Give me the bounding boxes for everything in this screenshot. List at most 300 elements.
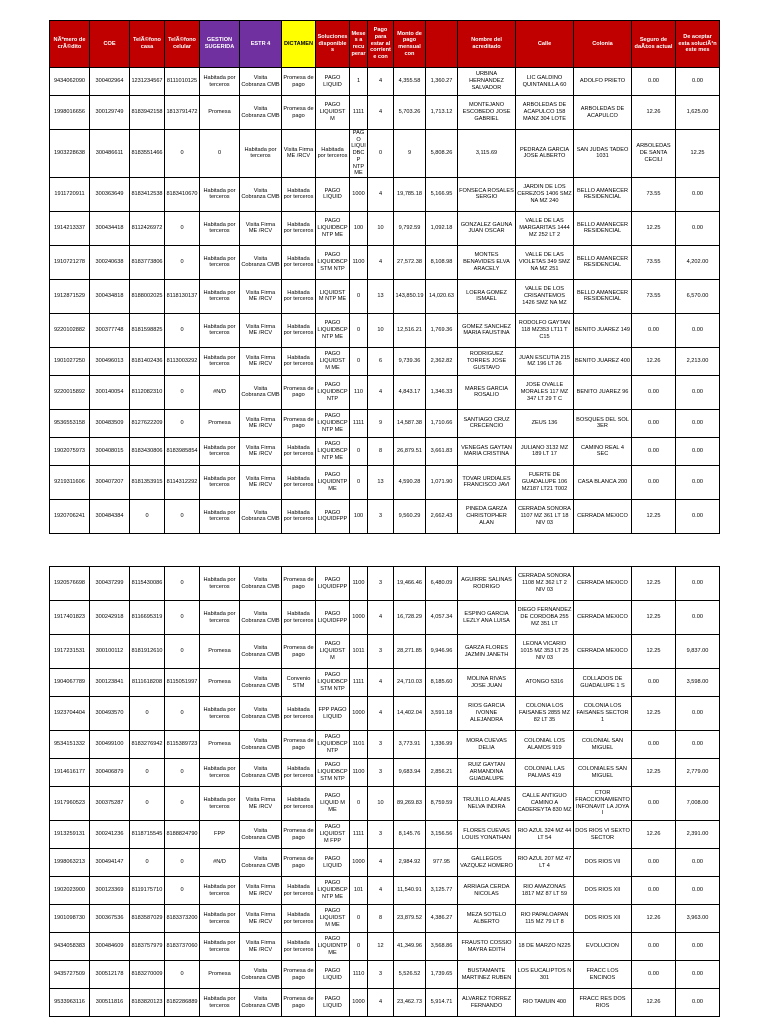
- table-cell: #N/D: [200, 849, 240, 877]
- table-cell: 8188824790: [165, 821, 200, 849]
- table-cell: Habitada por terceros: [200, 499, 240, 533]
- table-cell: 0.00: [676, 499, 720, 533]
- table-cell: 1,360.27: [426, 68, 458, 96]
- table-cell: 26,879.51: [394, 437, 426, 465]
- table-cell: Promesa de pago: [282, 96, 316, 130]
- table-cell: Habitada por terceros: [282, 211, 316, 245]
- table-cell: 1910721278: [50, 245, 90, 279]
- table-cell: 0: [165, 787, 200, 821]
- table-cell: 9219311606: [50, 465, 90, 499]
- table-cell: 300408015: [90, 437, 130, 465]
- table-cell: Visita Firma ME /RCV: [240, 347, 282, 375]
- table-cell: Habitada por terceros: [282, 245, 316, 279]
- table-cell: 3,568.86: [426, 933, 458, 961]
- table-row: [50, 313, 720, 347]
- table-cell: FPP PAGO LIQUID: [316, 697, 350, 731]
- table-cell: DOS RIOS XII: [574, 877, 632, 905]
- table-cell: PAGO LIQUIDBCP STM NTP: [316, 669, 350, 697]
- table-cell: 0: [165, 409, 200, 437]
- table-cell: 100: [350, 499, 368, 533]
- table-cell: ARBOLEDAS DE SANTA CECILI: [632, 130, 676, 178]
- table-cell: Visita Cobranza CMB: [240, 68, 282, 96]
- table-cell: VALLE DE LAS MARGARITAS 1444 MZ 252 LT 2: [516, 211, 574, 245]
- table-cell: 0.00: [676, 933, 720, 961]
- table-cell: 9,560.29: [394, 499, 426, 533]
- table-cell: 0: [350, 905, 368, 933]
- table-cell: PAGO LIQUIDFPP: [316, 499, 350, 533]
- table-cell: 8183737060: [165, 933, 200, 961]
- table-cell: COLONIA LOS FAISANES SECTOR 1: [574, 697, 632, 731]
- table-cell: RIO AZUL 207 MZ 47 LT 4: [516, 849, 574, 877]
- table-cell: 0.00: [676, 437, 720, 465]
- table-cell: PAGO LIQUIDBCP NTP ME: [316, 409, 350, 437]
- table-cell: 4,057.34: [426, 601, 458, 635]
- table-cell: RUIZ GAYTAN ARMANDINA GUADALUPE: [458, 759, 516, 787]
- table-cell: 8183820123: [130, 989, 165, 1017]
- table-cell: 300375287: [90, 787, 130, 821]
- table-cell: #N/D: [200, 375, 240, 409]
- table-cell: 9434058383: [50, 933, 90, 961]
- col-header: GESTION SUGERIDA: [200, 21, 240, 68]
- table-cell: 1914616177: [50, 759, 90, 787]
- table-cell: PAGO LIQUIDBCP NTP ME: [316, 313, 350, 347]
- table-cell: 8188002025: [130, 279, 165, 313]
- table-cell: COLONIALES SAN MIGUEL: [574, 759, 632, 787]
- table-body: [50, 567, 720, 1017]
- table-cell: 6,570.00: [676, 279, 720, 313]
- report-page-1: [49, 20, 719, 534]
- table-cell: 3: [368, 821, 394, 849]
- table-cell: 0: [165, 313, 200, 347]
- table-cell: Habitada por terceros: [316, 130, 350, 178]
- table-cell: RIO PAPALOAPAN 115 MZ 79 LT 8: [516, 905, 574, 933]
- table-cell: FUERTE DE GUADALUPE 106 MZ187 LT21 T002: [516, 465, 574, 499]
- table-cell: 1903228638: [50, 130, 90, 178]
- table-cell: 12.25: [632, 601, 676, 635]
- table-cell: 0: [165, 375, 200, 409]
- table-cell: RIO AMAZONAS 1817 MZ 87 LT 59: [516, 877, 574, 905]
- table-cell: 8127622209: [130, 409, 165, 437]
- table-cell: 0.00: [632, 877, 676, 905]
- table-cell: LOS EUCALIPTOS N 301: [516, 961, 574, 989]
- table-cell: 1,769.36: [426, 313, 458, 347]
- table-cell: Promesa de pago: [282, 989, 316, 1017]
- table-cell: 1101: [350, 731, 368, 759]
- table-cell: Habitada por terceros: [200, 211, 240, 245]
- table-row: [50, 96, 720, 130]
- table-cell: 1,739.65: [426, 961, 458, 989]
- table-cell: 0.00: [632, 437, 676, 465]
- table-cell: 9: [394, 130, 426, 178]
- table-cell: 9220015892: [50, 375, 90, 409]
- table-cell: CTOR FRACCIONAMIENTO INFONAVIT LA JOYA I: [574, 787, 632, 821]
- table-cell: BELLO AMANECER RESIDENCIAL: [574, 279, 632, 313]
- table-cell: 977.95: [426, 849, 458, 877]
- col-header: Soluciones disponibles: [316, 21, 350, 68]
- table-cell: 12.25: [632, 697, 676, 731]
- table-cell: Promesa: [200, 96, 240, 130]
- table-cell: 13: [368, 279, 394, 313]
- table-cell: Visita Cobranza CMB: [240, 989, 282, 1017]
- table-cell: COLONIAL LOS ALAMOS 919: [516, 731, 574, 759]
- col-header: Pago para estar al corriente con: [368, 21, 394, 68]
- table-cell: 300494147: [90, 849, 130, 877]
- col-header: Colonia: [574, 21, 632, 68]
- table-cell: 10: [368, 211, 394, 245]
- table-cell: 8181402436: [130, 347, 165, 375]
- table-cell: 8119175710: [130, 877, 165, 905]
- table-row: [50, 245, 720, 279]
- table-cell: 0.00: [676, 697, 720, 731]
- table-cell: BENITO JUAREZ 400: [574, 347, 632, 375]
- table-cell: Habitada por terceros: [200, 905, 240, 933]
- table-cell: 8183270009: [130, 961, 165, 989]
- table-cell: Visita Cobranza CMB: [240, 96, 282, 130]
- table-cell: MEZA SOTELO ALBERTO: [458, 905, 516, 933]
- table-cell: 0.00: [632, 465, 676, 499]
- table-cell: PAGO LIQUIDST M FPP: [316, 821, 350, 849]
- table-cell: MOLINA RIVAS JOSE JUAN: [458, 669, 516, 697]
- table-cell: 8181912610: [130, 635, 165, 669]
- table-cell: MARES GARCIA ROSALIO: [458, 375, 516, 409]
- table-cell: Habitada por terceros: [282, 279, 316, 313]
- table-cell: 3,156.56: [426, 821, 458, 849]
- table-cell: 12.26: [632, 347, 676, 375]
- table-cell: 1000: [350, 989, 368, 1017]
- table-cell: 300484384: [90, 499, 130, 533]
- col-header: ESTR 4: [240, 21, 282, 68]
- table-cell: Visita Cobranza CMB: [240, 177, 282, 211]
- table-cell: PAGO LIQUIDBCP NTP: [316, 375, 350, 409]
- table-cell: 7,008.00: [676, 787, 720, 821]
- table-cell: 100: [350, 211, 368, 245]
- table-cell: 1920576698: [50, 567, 90, 601]
- table-cell: PAGO LIQUIDBCP NTP ME: [316, 211, 350, 245]
- table-cell: 0: [130, 697, 165, 731]
- table-cell: Visita Cobranza CMB: [240, 601, 282, 635]
- table-cell: Promesa de pago: [282, 849, 316, 877]
- table-cell: 89,269.83: [394, 787, 426, 821]
- table-row: [50, 731, 720, 759]
- table-cell: 0: [165, 130, 200, 178]
- credit-table-1: [49, 20, 720, 534]
- credit-table-2: [49, 566, 720, 1017]
- table-cell: 0.00: [676, 567, 720, 601]
- table-cell: Promesa de pago: [282, 961, 316, 989]
- table-cell: 0.00: [676, 313, 720, 347]
- table-cell: PAGO LIQUIDNTP ME: [316, 933, 350, 961]
- table-cell: 0: [130, 499, 165, 533]
- table-cell: ESPINO GARCIA LEZLY ANA LUISA: [458, 601, 516, 635]
- table-cell: 0: [350, 279, 368, 313]
- table-cell: Habitada por terceros: [200, 601, 240, 635]
- table-cell: 3: [368, 759, 394, 787]
- table-cell: Promesa: [200, 409, 240, 437]
- table-cell: 0: [165, 849, 200, 877]
- table-cell: 8111010125: [165, 68, 200, 96]
- table-cell: 1904067789: [50, 669, 90, 697]
- table-cell: PAGO LIQUIDBCP STM NTP: [316, 245, 350, 279]
- table-cell: 10: [368, 313, 394, 347]
- table-cell: 8183773806: [130, 245, 165, 279]
- table-row: [50, 68, 720, 96]
- table-cell: 27,572.38: [394, 245, 426, 279]
- table-cell: COLLADOS DE GUADALUPE 1 S: [574, 669, 632, 697]
- table-cell: Habitada por terceros: [200, 437, 240, 465]
- table-cell: 300499100: [90, 731, 130, 759]
- table-row: [50, 347, 720, 375]
- table-cell: 1,625.00: [676, 96, 720, 130]
- table-cell: 1912871529: [50, 279, 90, 313]
- table-cell: Habitada por terceros: [200, 245, 240, 279]
- table-cell: 0: [165, 499, 200, 533]
- table-cell: 0: [165, 877, 200, 905]
- table-cell: 0: [368, 130, 394, 178]
- table-cell: Visita Cobranza CMB: [240, 567, 282, 601]
- table-cell: 0.00: [632, 68, 676, 96]
- table-cell: JULIANO 3132 MZ 189 LT 17: [516, 437, 574, 465]
- table-cell: 9435727509: [50, 961, 90, 989]
- table-cell: Promesa de pago: [282, 635, 316, 669]
- table-row: [50, 499, 720, 533]
- table-cell: 300434418: [90, 211, 130, 245]
- table-cell: 8183551466: [130, 130, 165, 178]
- table-cell: 1111: [350, 669, 368, 697]
- table-cell: 1813791472: [165, 96, 200, 130]
- table-cell: 1914213337: [50, 211, 90, 245]
- table-cell: 1913259131: [50, 821, 90, 849]
- table-cell: RIO AZUL 324 MZ 44 LT 54: [516, 821, 574, 849]
- table-cell: Habitada por terceros: [200, 787, 240, 821]
- table-cell: 12.26: [632, 821, 676, 849]
- table-cell: 4: [368, 375, 394, 409]
- table-cell: Promesa de pago: [282, 731, 316, 759]
- table-cell: TOVAR URDIALES FRANCISCO JAVI: [458, 465, 516, 499]
- table-cell: Habitada por terceros: [200, 68, 240, 96]
- table-cell: 0.00: [676, 961, 720, 989]
- table-cell: 0: [165, 635, 200, 669]
- table-cell: Visita Firma ME /RCV: [240, 465, 282, 499]
- table-cell: 8115430086: [130, 567, 165, 601]
- table-cell: 3,661.83: [426, 437, 458, 465]
- table-cell: Habitada por terceros: [200, 567, 240, 601]
- table-cell: 1902075973: [50, 437, 90, 465]
- table-cell: 1000: [350, 697, 368, 731]
- table-cell: 8183587029: [130, 905, 165, 933]
- table-cell: Habitada por terceros: [200, 759, 240, 787]
- table-cell: 1000: [350, 601, 368, 635]
- table-cell: Habitada por terceros: [200, 279, 240, 313]
- table-cell: Visita Firma ME /RCV: [240, 437, 282, 465]
- table-cell: 6: [368, 347, 394, 375]
- table-cell: 0: [165, 211, 200, 245]
- table-cell: Visita Firma ME /RCV: [240, 933, 282, 961]
- table-cell: Habitada por terceros: [200, 313, 240, 347]
- table-cell: Visita Firma ME /RCV: [240, 279, 282, 313]
- table-cell: 0.00: [676, 849, 720, 877]
- table-cell: 9536553158: [50, 409, 90, 437]
- table-cell: PINEDA GARZA CHRISTOPHER ALAN: [458, 499, 516, 533]
- col-header: TelÃ©fono celular: [165, 21, 200, 68]
- table-cell: 300242918: [90, 601, 130, 635]
- table-cell: Visita Cobranza CMB: [240, 849, 282, 877]
- table-cell: Habitada por terceros: [282, 601, 316, 635]
- table-cell: Habitada por terceros: [282, 877, 316, 905]
- table-cell: Promesa de pago: [282, 567, 316, 601]
- table-cell: 1,346.33: [426, 375, 458, 409]
- table-cell: 11,540.91: [394, 877, 426, 905]
- table-cell: 8115051997: [165, 669, 200, 697]
- table-cell: 0.00: [676, 68, 720, 96]
- table-cell: 1998016656: [50, 96, 90, 130]
- table-cell: SANTIAGO CRUZ CRECENCIO: [458, 409, 516, 437]
- table-cell: 0.00: [676, 177, 720, 211]
- table-cell: Visita Cobranza CMB: [240, 697, 282, 731]
- table-cell: VENEGAS GAYTAN MARIA CRISTINA: [458, 437, 516, 465]
- table-cell: Habitada por terceros: [240, 130, 282, 178]
- table-cell: Habitada por terceros: [282, 787, 316, 821]
- col-header: NÃºmero de crÃ©dito: [50, 21, 90, 68]
- table-cell: Visita Cobranza CMB: [240, 821, 282, 849]
- table-cell: Visita Firma ME /RCV: [240, 787, 282, 821]
- table-cell: SAN JUDAS TADEO 1031: [574, 130, 632, 178]
- col-header: Seguro de daÃ±os actual: [632, 21, 676, 68]
- table-cell: 8,145.76: [394, 821, 426, 849]
- table-cell: 10: [368, 787, 394, 821]
- table-cell: 8183412538: [130, 177, 165, 211]
- table-cell: Habitada por terceros: [282, 499, 316, 533]
- table-cell: DIEGO FERNANDEZ DE CORDOBA 255 MZ 351 LT: [516, 601, 574, 635]
- table-row: [50, 961, 720, 989]
- table-cell: 28,271.85: [394, 635, 426, 669]
- table-cell: 3: [368, 731, 394, 759]
- table-cell: 1111: [350, 821, 368, 849]
- table-cell: 1923704404: [50, 697, 90, 731]
- table-cell: 1,092.18: [426, 211, 458, 245]
- table-cell: CASA BLANCA 200: [574, 465, 632, 499]
- table-cell: 14,402.04: [394, 697, 426, 731]
- table-cell: 23,462.73: [394, 989, 426, 1017]
- table-cell: Habitada por terceros: [282, 697, 316, 731]
- table-cell: 1,336.99: [426, 731, 458, 759]
- table-cell: 3: [368, 499, 394, 533]
- table-cell: 0.00: [676, 601, 720, 635]
- table-cell: PAGO LIQUIDBCP NTP ME: [316, 877, 350, 905]
- table-cell: 8183276942: [130, 731, 165, 759]
- table-cell: 12.26: [632, 96, 676, 130]
- table-cell: 1000: [350, 849, 368, 877]
- table-cell: FRAUSTO COSSIO MAYRA EDITH: [458, 933, 516, 961]
- table-cell: Habitada por terceros: [282, 759, 316, 787]
- table-cell: 23,879.52: [394, 905, 426, 933]
- table-cell: 300100112: [90, 635, 130, 669]
- table-cell: 8114312292: [165, 465, 200, 499]
- table-row: [50, 437, 720, 465]
- table-cell: 3,115.69: [458, 130, 516, 178]
- table-cell: JOSE OVALLE MORALES 117 MZ 347 LT 29 T C: [516, 375, 574, 409]
- table-cell: CERRADA SONORA 1108 MZ 362 LT 2 NIV 03: [516, 567, 574, 601]
- table-row: [50, 601, 720, 635]
- table-cell: 4: [368, 68, 394, 96]
- table-cell: 12.25: [632, 211, 676, 245]
- table-cell: 2,213.00: [676, 347, 720, 375]
- table-cell: 8183410670: [165, 177, 200, 211]
- table-cell: 8111618208: [130, 669, 165, 697]
- table-cell: 300511816: [90, 989, 130, 1017]
- table-cell: 300140054: [90, 375, 130, 409]
- table-cell: 1111: [350, 409, 368, 437]
- table-cell: 2,662.43: [426, 499, 458, 533]
- table-cell: 0: [165, 601, 200, 635]
- table-cell: FRACC LOS ENCINOS: [574, 961, 632, 989]
- table-cell: 12.25: [676, 130, 720, 178]
- table-cell: Visita Cobranza CMB: [240, 245, 282, 279]
- table-cell: 2,856.21: [426, 759, 458, 787]
- table-cell: 4,590.28: [394, 465, 426, 499]
- table-cell: 9,683.94: [394, 759, 426, 787]
- table-cell: MONTEJANO ESCOBEDO JOSE GABRIEL: [458, 96, 516, 130]
- table-cell: 4: [368, 245, 394, 279]
- table-cell: CERRADA MEXICO: [574, 499, 632, 533]
- table-cell: 4: [368, 989, 394, 1017]
- table-cell: 8112082310: [130, 375, 165, 409]
- table-cell: ATONGO 5316: [516, 669, 574, 697]
- table-row: [50, 279, 720, 313]
- table-cell: JUAN ESCUTIA 215 MZ 196 LT 26: [516, 347, 574, 375]
- table-cell: 0: [350, 347, 368, 375]
- table-cell: Visita Firma ME /RCV: [240, 905, 282, 933]
- table-cell: 9,739.36: [394, 347, 426, 375]
- table-cell: 1231234567: [130, 68, 165, 96]
- table-cell: Visita Cobranza CMB: [240, 731, 282, 759]
- table-cell: 8118715545: [130, 821, 165, 849]
- table-cell: 6,480.09: [426, 567, 458, 601]
- table-cell: CERRADA SONORA 1107 MZ 361 LT 18 NIV 03: [516, 499, 574, 533]
- table-cell: VALLE DE LOS CRISANTEMOS 1426 SMZ NA MZ: [516, 279, 574, 313]
- table-cell: CERRADA MEXICO: [574, 567, 632, 601]
- table-cell: Habitada por terceros: [200, 989, 240, 1017]
- table-cell: PAGO LIQUID: [316, 961, 350, 989]
- table-cell: Visita Firma ME /RCV: [240, 211, 282, 245]
- table-cell: 2,391.00: [676, 821, 720, 849]
- table-cell: DOS RIOS XII: [574, 905, 632, 933]
- table-cell: 0.00: [632, 409, 676, 437]
- table-cell: Visita Cobranza CMB: [240, 499, 282, 533]
- table-cell: 12,516.21: [394, 313, 426, 347]
- table-cell: 0: [350, 933, 368, 961]
- table-cell: ALVAREZ TORREZ FERNANDO: [458, 989, 516, 1017]
- table-cell: 9534151332: [50, 731, 90, 759]
- table-cell: 300486611: [90, 130, 130, 178]
- table-cell: 12.26: [632, 905, 676, 933]
- table-cell: 0.00: [632, 669, 676, 697]
- table-cell: RIOS GARCIA IVONNE ALEJANDRA: [458, 697, 516, 731]
- table-row: [50, 409, 720, 437]
- table-cell: URBINA HERNANDEZ SALVADOR: [458, 68, 516, 96]
- table-cell: Visita Cobranza CMB: [240, 759, 282, 787]
- table-row: [50, 933, 720, 961]
- table-cell: BOSQUES DEL SOL 3ER: [574, 409, 632, 437]
- table-cell: 300123369: [90, 877, 130, 905]
- table-cell: 0.00: [676, 877, 720, 905]
- table-cell: Visita Cobranza CMB: [240, 635, 282, 669]
- table-cell: COLONIA LOS FAISANES 2855 MZ 82 LT 35: [516, 697, 574, 731]
- table-cell: Habitada por terceros: [200, 933, 240, 961]
- table-cell: GOMEZ SANCHEZ MARIA FAUSTINA: [458, 313, 516, 347]
- table-cell: PAGO LIQUID M ME: [316, 787, 350, 821]
- table-cell: BUSTAMANTE MARTINEZ RUBEN: [458, 961, 516, 989]
- table-cell: 8112426972: [130, 211, 165, 245]
